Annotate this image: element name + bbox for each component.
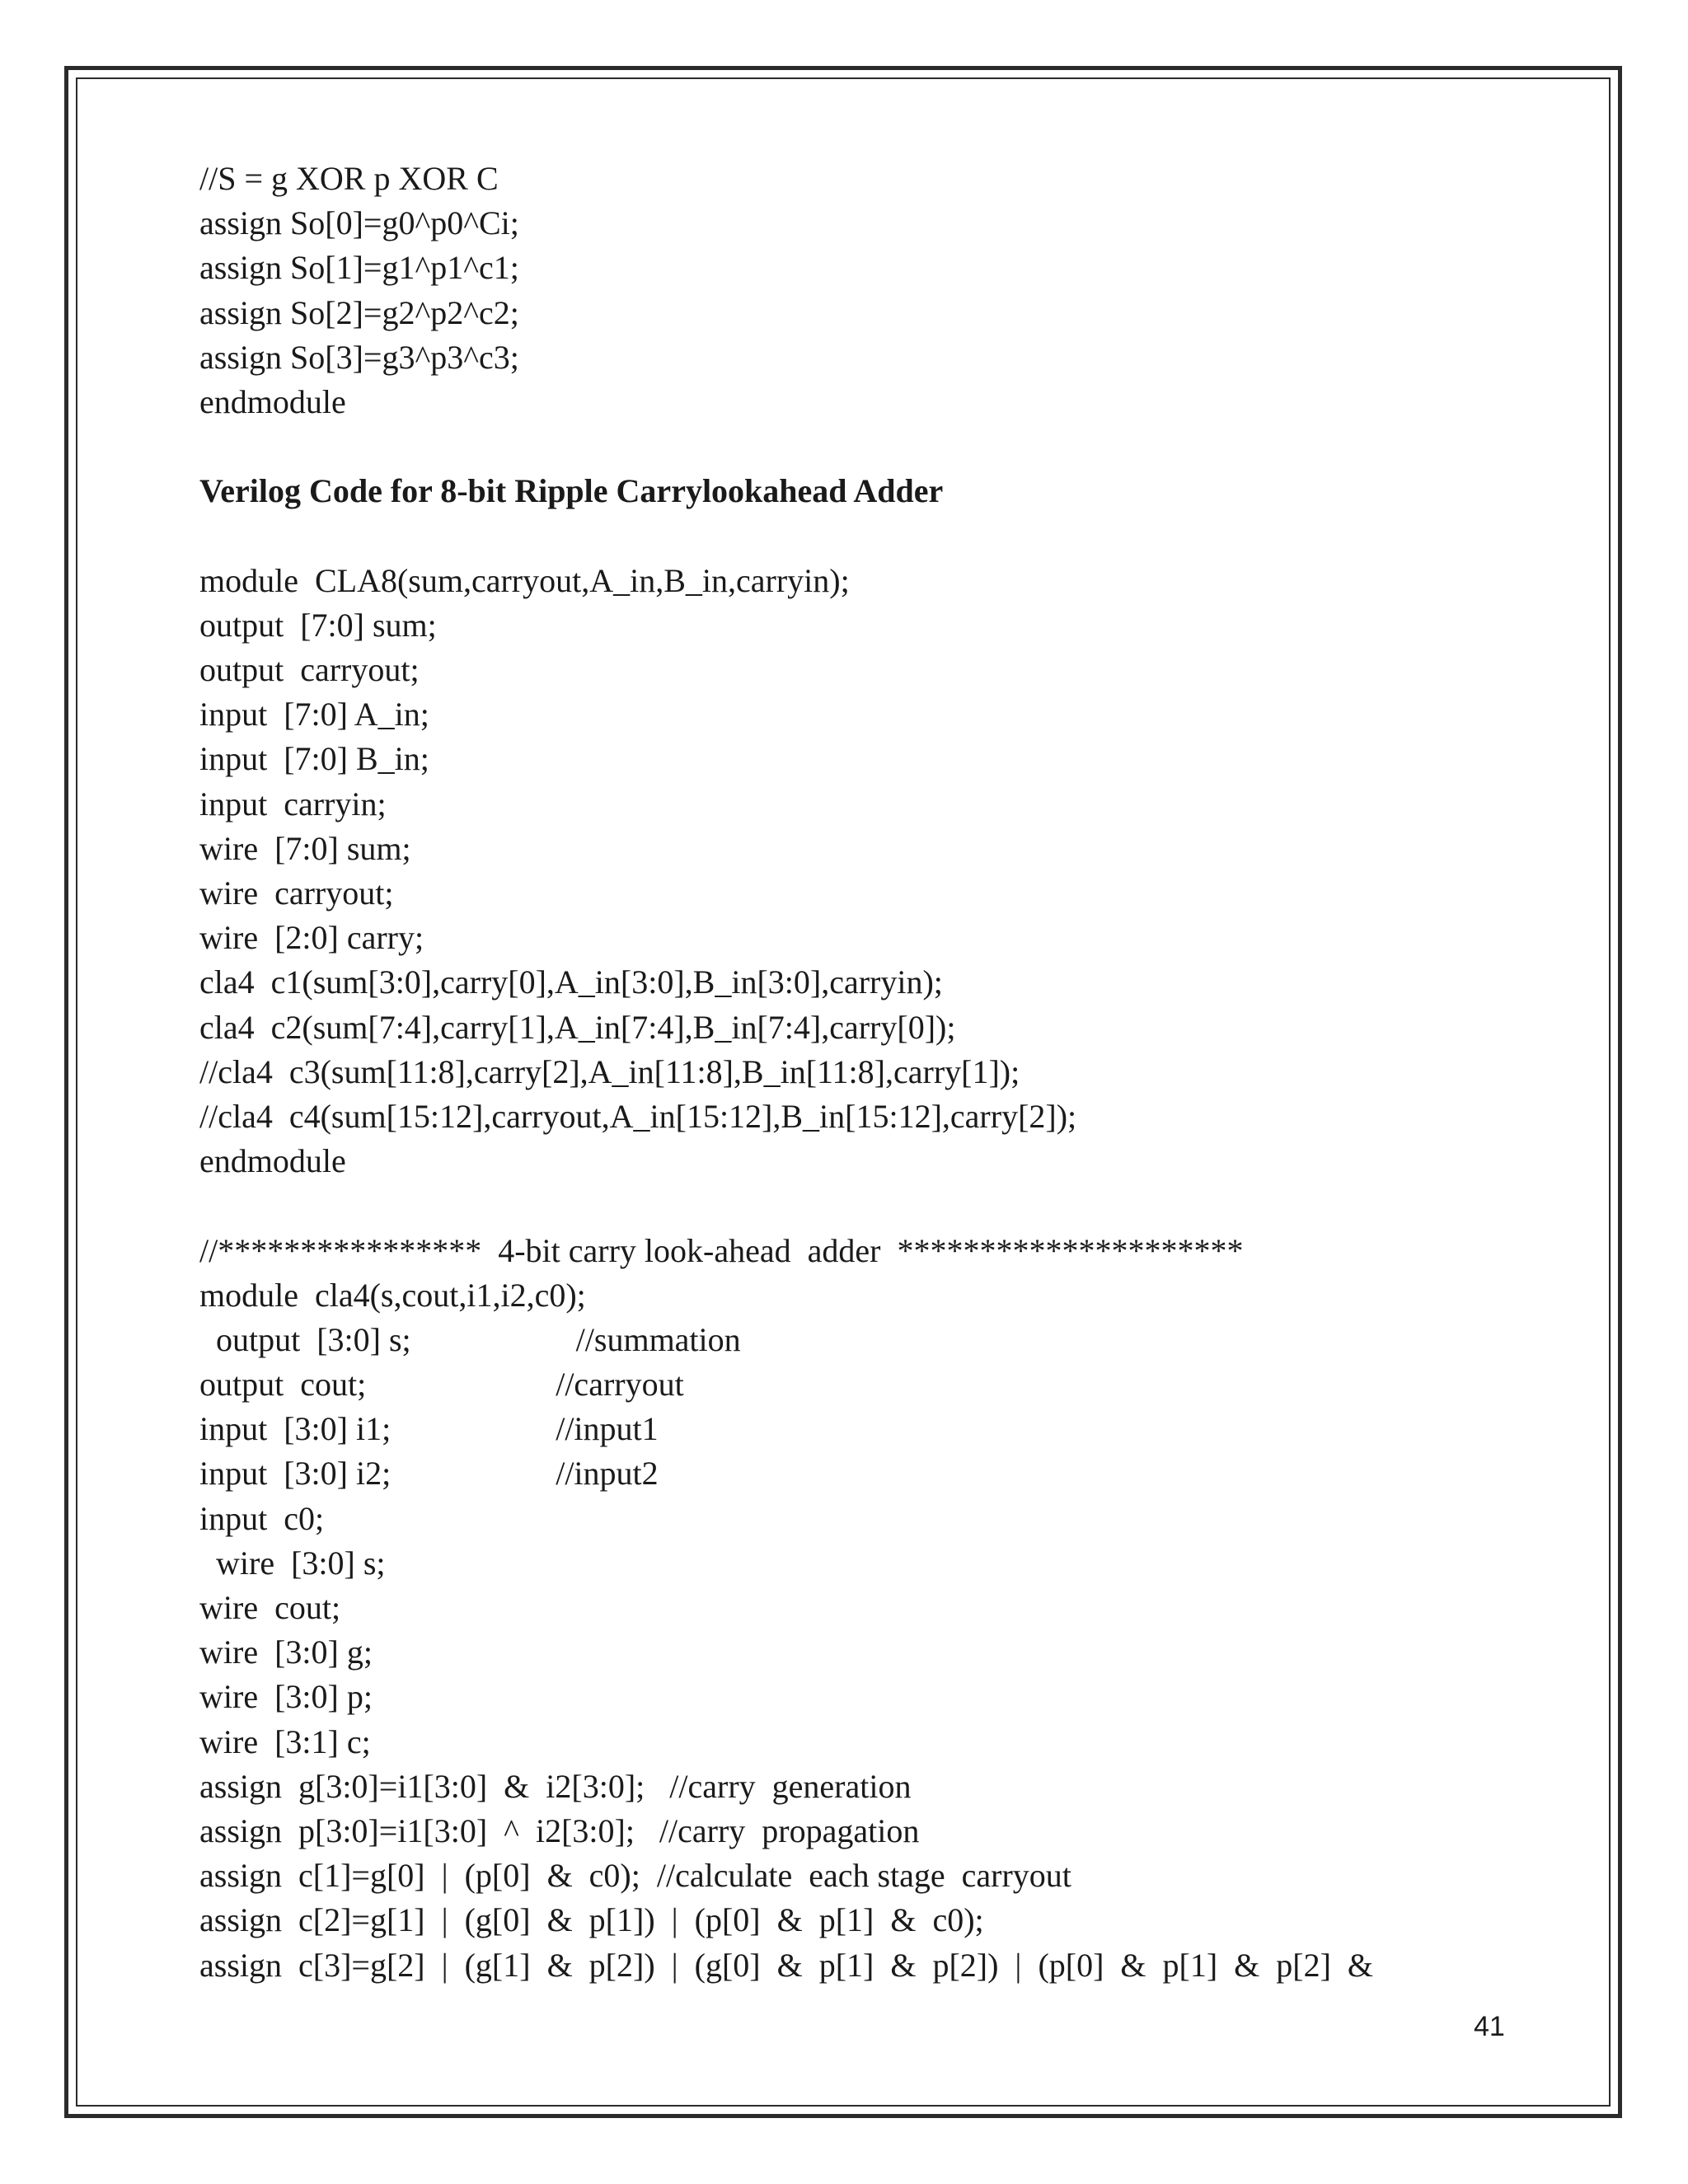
code-line: //cla4 c4(sum[15:12],carryout,A_in[15:12],B_in[15:12],carry[2]); — [199, 1097, 1077, 1135]
code-line: input [3:0] i2; //input2 — [199, 1455, 659, 1493]
code-line: //S = g XOR p XOR C — [199, 160, 499, 197]
code-line: wire [7:0] sum; — [199, 829, 411, 867]
blank-line — [199, 424, 1518, 469]
code-line: input [7:0] B_in; — [199, 740, 429, 778]
code-line: wire carryout; — [199, 874, 394, 912]
code-line: endmodule — [199, 382, 346, 420]
code-line: wire cout; — [199, 1589, 341, 1626]
code-line: endmodule — [199, 1142, 346, 1180]
code-line: //cla4 c3(sum[11:8],carry[2],A_in[11:8],B_in[11:8],carry[1]); — [199, 1052, 1020, 1090]
code-line: input c0; — [199, 1499, 325, 1537]
code-line: wire [3:0] g; — [199, 1633, 373, 1671]
code-line: assign So[0]=g0^p0^Ci; — [199, 204, 519, 242]
code-line: output [7:0] sum; — [199, 606, 437, 644]
page-number: 41 — [1474, 2011, 1505, 2042]
code-line: assign c[3]=g[2] | (g[1] & p[2]) | (g[0] & p[1] & p[2]) | (p[0] & p[1] & p[2] & — [199, 1946, 1374, 1984]
code-line: input [7:0] A_in; — [199, 696, 429, 733]
code-line: module CLA8(sum,carryout,A_in,B_in,carryin); — [199, 561, 850, 599]
code-line: wire [3:0] s; — [199, 1544, 386, 1582]
section-heading: Verilog Code for 8-bit Ripple Carrylookahead Adder — [199, 472, 944, 510]
code-line: assign c[1]=g[0] | (p[0] & c0); //calculate each stage carryout — [199, 1857, 1071, 1895]
blank-line — [199, 514, 1518, 559]
code-line: assign c[2]=g[1] | (g[0] & p[1]) | (p[0] & p[1] & c0); — [199, 1901, 984, 1939]
code-line: output [3:0] s; //summation — [199, 1320, 741, 1358]
code-line: cla4 c2(sum[7:4],carry[1],A_in[7:4],B_in[7:4],carry[0]); — [199, 1008, 956, 1046]
code-line: assign g[3:0]=i1[3:0] & i2[3:0]; //carry generation — [199, 1767, 912, 1805]
blank-line — [199, 1183, 1518, 1228]
code-line: assign So[1]=g1^p1^c1; — [199, 249, 519, 287]
code-line: assign So[3]=g3^p3^c3; — [199, 338, 519, 376]
code-line: module cla4(s,cout,i1,i2,c0); — [199, 1276, 586, 1314]
code-line: wire [3:0] p; — [199, 1678, 373, 1716]
code-line: wire [3:1] c; — [199, 1722, 371, 1760]
code-line: assign So[2]=g2^p2^c2; — [199, 293, 519, 331]
code-line: output carryout; — [199, 651, 420, 689]
code-line: wire [2:0] carry; — [199, 919, 424, 957]
code-line: cla4 c1(sum[3:0],carry[0],A_in[3:0],B_in[3:0],carryin); — [199, 963, 943, 1001]
code-line: //**************** 4-bit carry look-ahead adder ********************* — [199, 1231, 1244, 1269]
code-line: input [3:0] i1; //input1 — [199, 1410, 659, 1448]
code-line: assign p[3:0]=i1[3:0] ^ i2[3:0]; //carry propagation — [199, 1811, 920, 1849]
code-line: output cout; //carryout — [199, 1366, 684, 1404]
code-listing — [199, 157, 1518, 1988]
code-line: input carryin; — [199, 785, 387, 823]
